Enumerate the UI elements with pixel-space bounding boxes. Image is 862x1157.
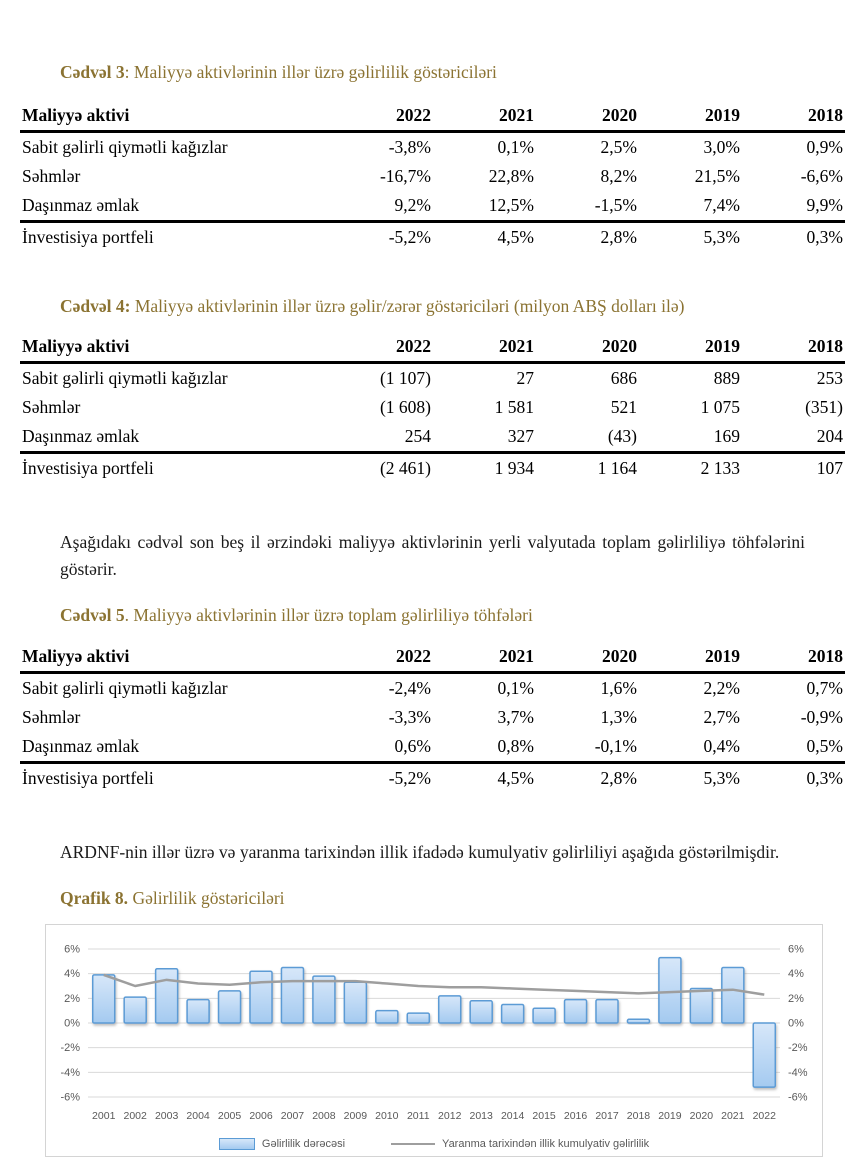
- total-cell-value: -5,2%: [330, 762, 433, 793]
- table3-caption: [60, 62, 805, 84]
- bar-2018: [627, 1019, 649, 1023]
- axis-tick-label: -4%: [60, 1066, 80, 1079]
- total-cell-value: 2,8%: [536, 762, 639, 793]
- returns-chart-svg: [46, 935, 822, 1131]
- x-axis-year-label: 2021: [721, 1109, 745, 1122]
- axis-tick-label: 0%: [64, 1017, 80, 1030]
- total-row-label: İnvestisiya portfeli: [20, 221, 330, 252]
- table5-caption-text: . Maliyyə aktivlərinin illər üzrə toplam gəlirliliyə töhfələri: [124, 605, 533, 625]
- table4-caption-number: Cədvəl 4:: [60, 295, 131, 316]
- column-header-year: 2021: [433, 100, 536, 132]
- table-total-return-contributions: [20, 641, 845, 793]
- cell-value: -1,5%: [594, 194, 637, 215]
- column-header-year: 2018: [742, 100, 845, 132]
- table-row: [20, 191, 845, 222]
- bar-2017: [596, 999, 618, 1022]
- x-axis-year-label: 2020: [689, 1109, 714, 1122]
- total-row: [20, 452, 845, 483]
- cell-value: 0,4%: [703, 735, 740, 756]
- total-cell-value: 107: [742, 452, 845, 483]
- cell-value: -2,4%: [388, 677, 431, 698]
- cell-value: 0,6%: [394, 735, 431, 756]
- total-cell-value: 2,8%: [536, 221, 639, 252]
- total-cell-value: 1 164: [536, 452, 639, 483]
- total-cell-value: -5,2%: [330, 221, 433, 252]
- total-row: [20, 221, 845, 252]
- cell-value: 0,5%: [806, 735, 843, 756]
- cell-value: 0,9%: [806, 136, 843, 157]
- x-axis-year-label: 2022: [752, 1109, 776, 1122]
- chart-caption-text: Gəlirlilik göstəriciləri: [128, 888, 285, 908]
- row-label: Sabit gəlirli qiymətli kağızlar: [22, 367, 228, 388]
- cell-value: 3,0%: [703, 136, 740, 157]
- table-row: [20, 162, 845, 191]
- column-header-asset: Maliyyə aktivi: [20, 331, 330, 363]
- total-row-label: İnvestisiya portfeli: [20, 762, 330, 793]
- total-cell-value: 4,5%: [433, 221, 536, 252]
- row-label: Sabit gəlirli qiymətli kağızlar: [22, 677, 228, 698]
- bar-2011: [407, 1013, 429, 1023]
- column-header-year: 2020: [536, 641, 639, 673]
- column-header-year: 2018: [742, 641, 845, 673]
- bar-2020: [690, 988, 712, 1023]
- column-header-year: 2019: [639, 331, 742, 363]
- axis-tick-label: -4%: [788, 1066, 808, 1079]
- x-axis-year-label: 2013: [469, 1109, 493, 1122]
- paragraph-intro-table5: Aşağıdakı cədvəl son beş il ərzindəki maliyyə aktivlərinin yerli valyutada toplam gəlirliliyə töhfələrini göstərir.: [60, 531, 805, 579]
- row-label: Sabit gəlirli qiymətli kağızlar: [22, 136, 228, 157]
- x-axis-year-label: 2006: [249, 1109, 273, 1122]
- axis-tick-label: 2%: [64, 992, 80, 1005]
- cell-value: 12,5%: [488, 194, 534, 215]
- cell-value: 521: [610, 396, 637, 417]
- column-header-year: 2019: [639, 641, 742, 673]
- total-cell-value: 2 133: [639, 452, 742, 483]
- cell-value: 9,9%: [806, 194, 843, 215]
- chart-legend: [46, 1138, 822, 1150]
- x-axis-year-label: 2004: [186, 1109, 210, 1122]
- bar-2006: [250, 971, 272, 1023]
- x-axis-year-label: 2008: [312, 1109, 336, 1122]
- row-label: Səhmlər: [22, 396, 81, 417]
- x-axis-year-label: 2014: [500, 1109, 525, 1122]
- x-axis-year-label: 2018: [626, 1109, 651, 1122]
- cell-value: 2,5%: [600, 136, 637, 157]
- bar-2010: [376, 1011, 398, 1023]
- cell-value: 1,3%: [600, 706, 637, 727]
- table-header-row: [20, 331, 845, 363]
- legend-line-label: Yaranma tarixindən illik kumulyativ gəlirlilik: [442, 1137, 650, 1150]
- cell-value: -3,3%: [388, 706, 431, 727]
- cell-value: 22,8%: [488, 165, 534, 186]
- table-header-row: [20, 641, 845, 673]
- total-row: [20, 762, 845, 793]
- axis-tick-label: 6%: [788, 943, 804, 956]
- cell-value: -0,1%: [594, 735, 637, 756]
- bar-2008: [313, 976, 335, 1023]
- total-cell-value: 1 934: [433, 452, 536, 483]
- table-row: [20, 732, 845, 763]
- chart-caption-number: Qrafik 8.: [60, 888, 129, 908]
- cell-value: 0,1%: [497, 677, 534, 698]
- table-header-row: [20, 100, 845, 132]
- legend-item-bar-series: [219, 1138, 345, 1150]
- x-axis-year-label: 2002: [123, 1109, 147, 1122]
- table5-caption-number: Cədvəl 5: [60, 605, 125, 625]
- total-row-label: İnvestisiya portfeli: [20, 452, 330, 483]
- axis-tick-label: -2%: [60, 1042, 80, 1055]
- returns-chart-plot-area: [46, 935, 822, 1136]
- cell-value: -16,7%: [379, 165, 431, 186]
- cell-value: (351): [805, 396, 843, 417]
- axis-tick-label: 0%: [788, 1017, 804, 1030]
- axis-tick-label: -2%: [788, 1042, 808, 1055]
- bar-2021: [722, 967, 744, 1023]
- bar-series-swatch-icon: [219, 1138, 255, 1150]
- table3-caption-number: Cədvəl 3: [60, 62, 125, 82]
- cell-value: -6,6%: [800, 165, 843, 186]
- table-row: [20, 131, 845, 162]
- cell-value: (1 608): [379, 396, 431, 417]
- cell-value: 327: [507, 425, 534, 446]
- table4-caption: [60, 296, 805, 318]
- column-header-year: 2021: [433, 641, 536, 673]
- x-axis-year-label: 2010: [375, 1109, 399, 1122]
- total-cell-value: 5,3%: [639, 221, 742, 252]
- x-axis-year-label: 2007: [280, 1109, 305, 1122]
- table-row: [20, 672, 845, 703]
- table-profit-loss-by-year: [20, 331, 845, 483]
- bar-2003: [156, 969, 178, 1023]
- cell-value: 0,8%: [497, 735, 534, 756]
- bar-2013: [470, 1001, 492, 1023]
- row-label: Daşınmaz əmlak: [22, 194, 140, 215]
- column-header-year: 2022: [330, 641, 433, 673]
- cell-value: 0,1%: [497, 136, 534, 157]
- x-axis-year-label: 2015: [532, 1109, 556, 1122]
- bar-2009: [344, 982, 366, 1023]
- total-cell-value: 5,3%: [639, 762, 742, 793]
- bar-2007: [281, 967, 303, 1023]
- bar-2014: [502, 1004, 524, 1023]
- table5-caption: [60, 605, 805, 627]
- x-axis-year-label: 2003: [154, 1109, 179, 1122]
- table3-caption-text: : Maliyyə aktivlərinin illər üzrə gəlirlilik göstəriciləri: [124, 62, 497, 82]
- table-returns-by-year: [20, 100, 845, 252]
- bar-2004: [187, 999, 209, 1022]
- x-axis-year-label: 2017: [595, 1109, 619, 1122]
- cell-value: 2,2%: [703, 677, 740, 698]
- returns-chart: [45, 924, 823, 1157]
- x-axis-year-label: 2009: [343, 1109, 368, 1122]
- column-header-year: 2020: [536, 331, 639, 363]
- cell-value: 21,5%: [694, 165, 740, 186]
- column-header-year: 2018: [742, 331, 845, 363]
- axis-tick-label: -6%: [788, 1091, 808, 1104]
- x-axis-year-label: 2005: [217, 1109, 242, 1122]
- axis-tick-label: -6%: [60, 1091, 80, 1104]
- cell-value: 1,6%: [600, 677, 637, 698]
- column-header-year: 2022: [330, 100, 433, 132]
- axis-tick-label: 6%: [64, 943, 80, 956]
- cell-value: -0,9%: [800, 706, 843, 727]
- cell-value: 9,2%: [394, 194, 431, 215]
- cell-value: 204: [816, 425, 843, 446]
- paragraph-intro-chart: ARDNF-nin illər üzrə və yaranma tarixindən illik ifadədə kumulyativ gəlirliliyi aşağıda göstərilmişdir.: [60, 841, 780, 862]
- line-series-swatch-icon: [391, 1143, 435, 1145]
- bar-2015: [533, 1008, 555, 1023]
- cell-value: 8,2%: [600, 165, 637, 186]
- x-axis-year-label: 2019: [658, 1109, 682, 1122]
- x-axis-year-label: 2012: [438, 1109, 462, 1122]
- total-cell-value: (2 461): [330, 452, 433, 483]
- legend-bar-label: Gəlirlilik dərəcəsi: [261, 1137, 346, 1150]
- total-cell-value: 0,3%: [742, 762, 845, 793]
- row-label: Səhmlər: [22, 165, 81, 186]
- cell-value: 253: [816, 367, 843, 388]
- cell-value: 2,7%: [703, 706, 740, 727]
- table-row: [20, 393, 845, 422]
- chart-caption: [60, 888, 805, 910]
- cell-value: (43): [607, 425, 637, 446]
- table-row: [20, 422, 845, 453]
- axis-tick-label: 4%: [64, 968, 80, 981]
- cell-value: 1 075: [700, 396, 740, 417]
- cell-value: 686: [610, 367, 637, 388]
- table4-caption-text: Maliyyə aktivlərinin illər üzrə gəlir/zərər göstəriciləri (milyon ABŞ dolları ilə): [130, 295, 685, 316]
- bar-2002: [124, 997, 146, 1023]
- bar-2022: [753, 1023, 775, 1087]
- total-cell-value: 4,5%: [433, 762, 536, 793]
- bar-2016: [565, 999, 587, 1022]
- x-axis-year-label: 2011: [406, 1109, 430, 1122]
- cell-value: 3,7%: [497, 706, 534, 727]
- cell-value: -3,8%: [388, 136, 431, 157]
- row-label: Daşınmaz əmlak: [22, 425, 140, 446]
- cell-value: 254: [404, 425, 431, 446]
- column-header-asset: Maliyyə aktivi: [20, 100, 330, 132]
- total-cell-value: 0,3%: [742, 221, 845, 252]
- column-header-year: 2019: [639, 100, 742, 132]
- table-row: [20, 703, 845, 732]
- bar-2001: [93, 975, 115, 1023]
- cell-value: 1 581: [494, 396, 534, 417]
- axis-tick-label: 4%: [788, 968, 804, 981]
- cell-value: (1 107): [379, 367, 431, 388]
- bar-2012: [439, 996, 461, 1023]
- bar-2019: [659, 958, 681, 1023]
- cell-value: 169: [713, 425, 740, 446]
- table-row: [20, 362, 845, 393]
- bar-2005: [219, 991, 241, 1023]
- cell-value: 0,7%: [806, 677, 843, 698]
- cell-value: 889: [713, 367, 740, 388]
- column-header-asset: Maliyyə aktivi: [20, 641, 330, 673]
- x-axis-year-label: 2016: [563, 1109, 588, 1122]
- legend-item-line-series: [391, 1138, 649, 1150]
- cell-value: 7,4%: [703, 194, 740, 215]
- axis-tick-label: 2%: [788, 992, 804, 1005]
- column-header-year: 2022: [330, 331, 433, 363]
- row-label: Daşınmaz əmlak: [22, 735, 140, 756]
- row-label: Səhmlər: [22, 706, 81, 727]
- column-header-year: 2020: [536, 100, 639, 132]
- x-axis-year-label: 2001: [92, 1109, 116, 1122]
- column-header-year: 2021: [433, 331, 536, 363]
- cell-value: 27: [516, 367, 534, 388]
